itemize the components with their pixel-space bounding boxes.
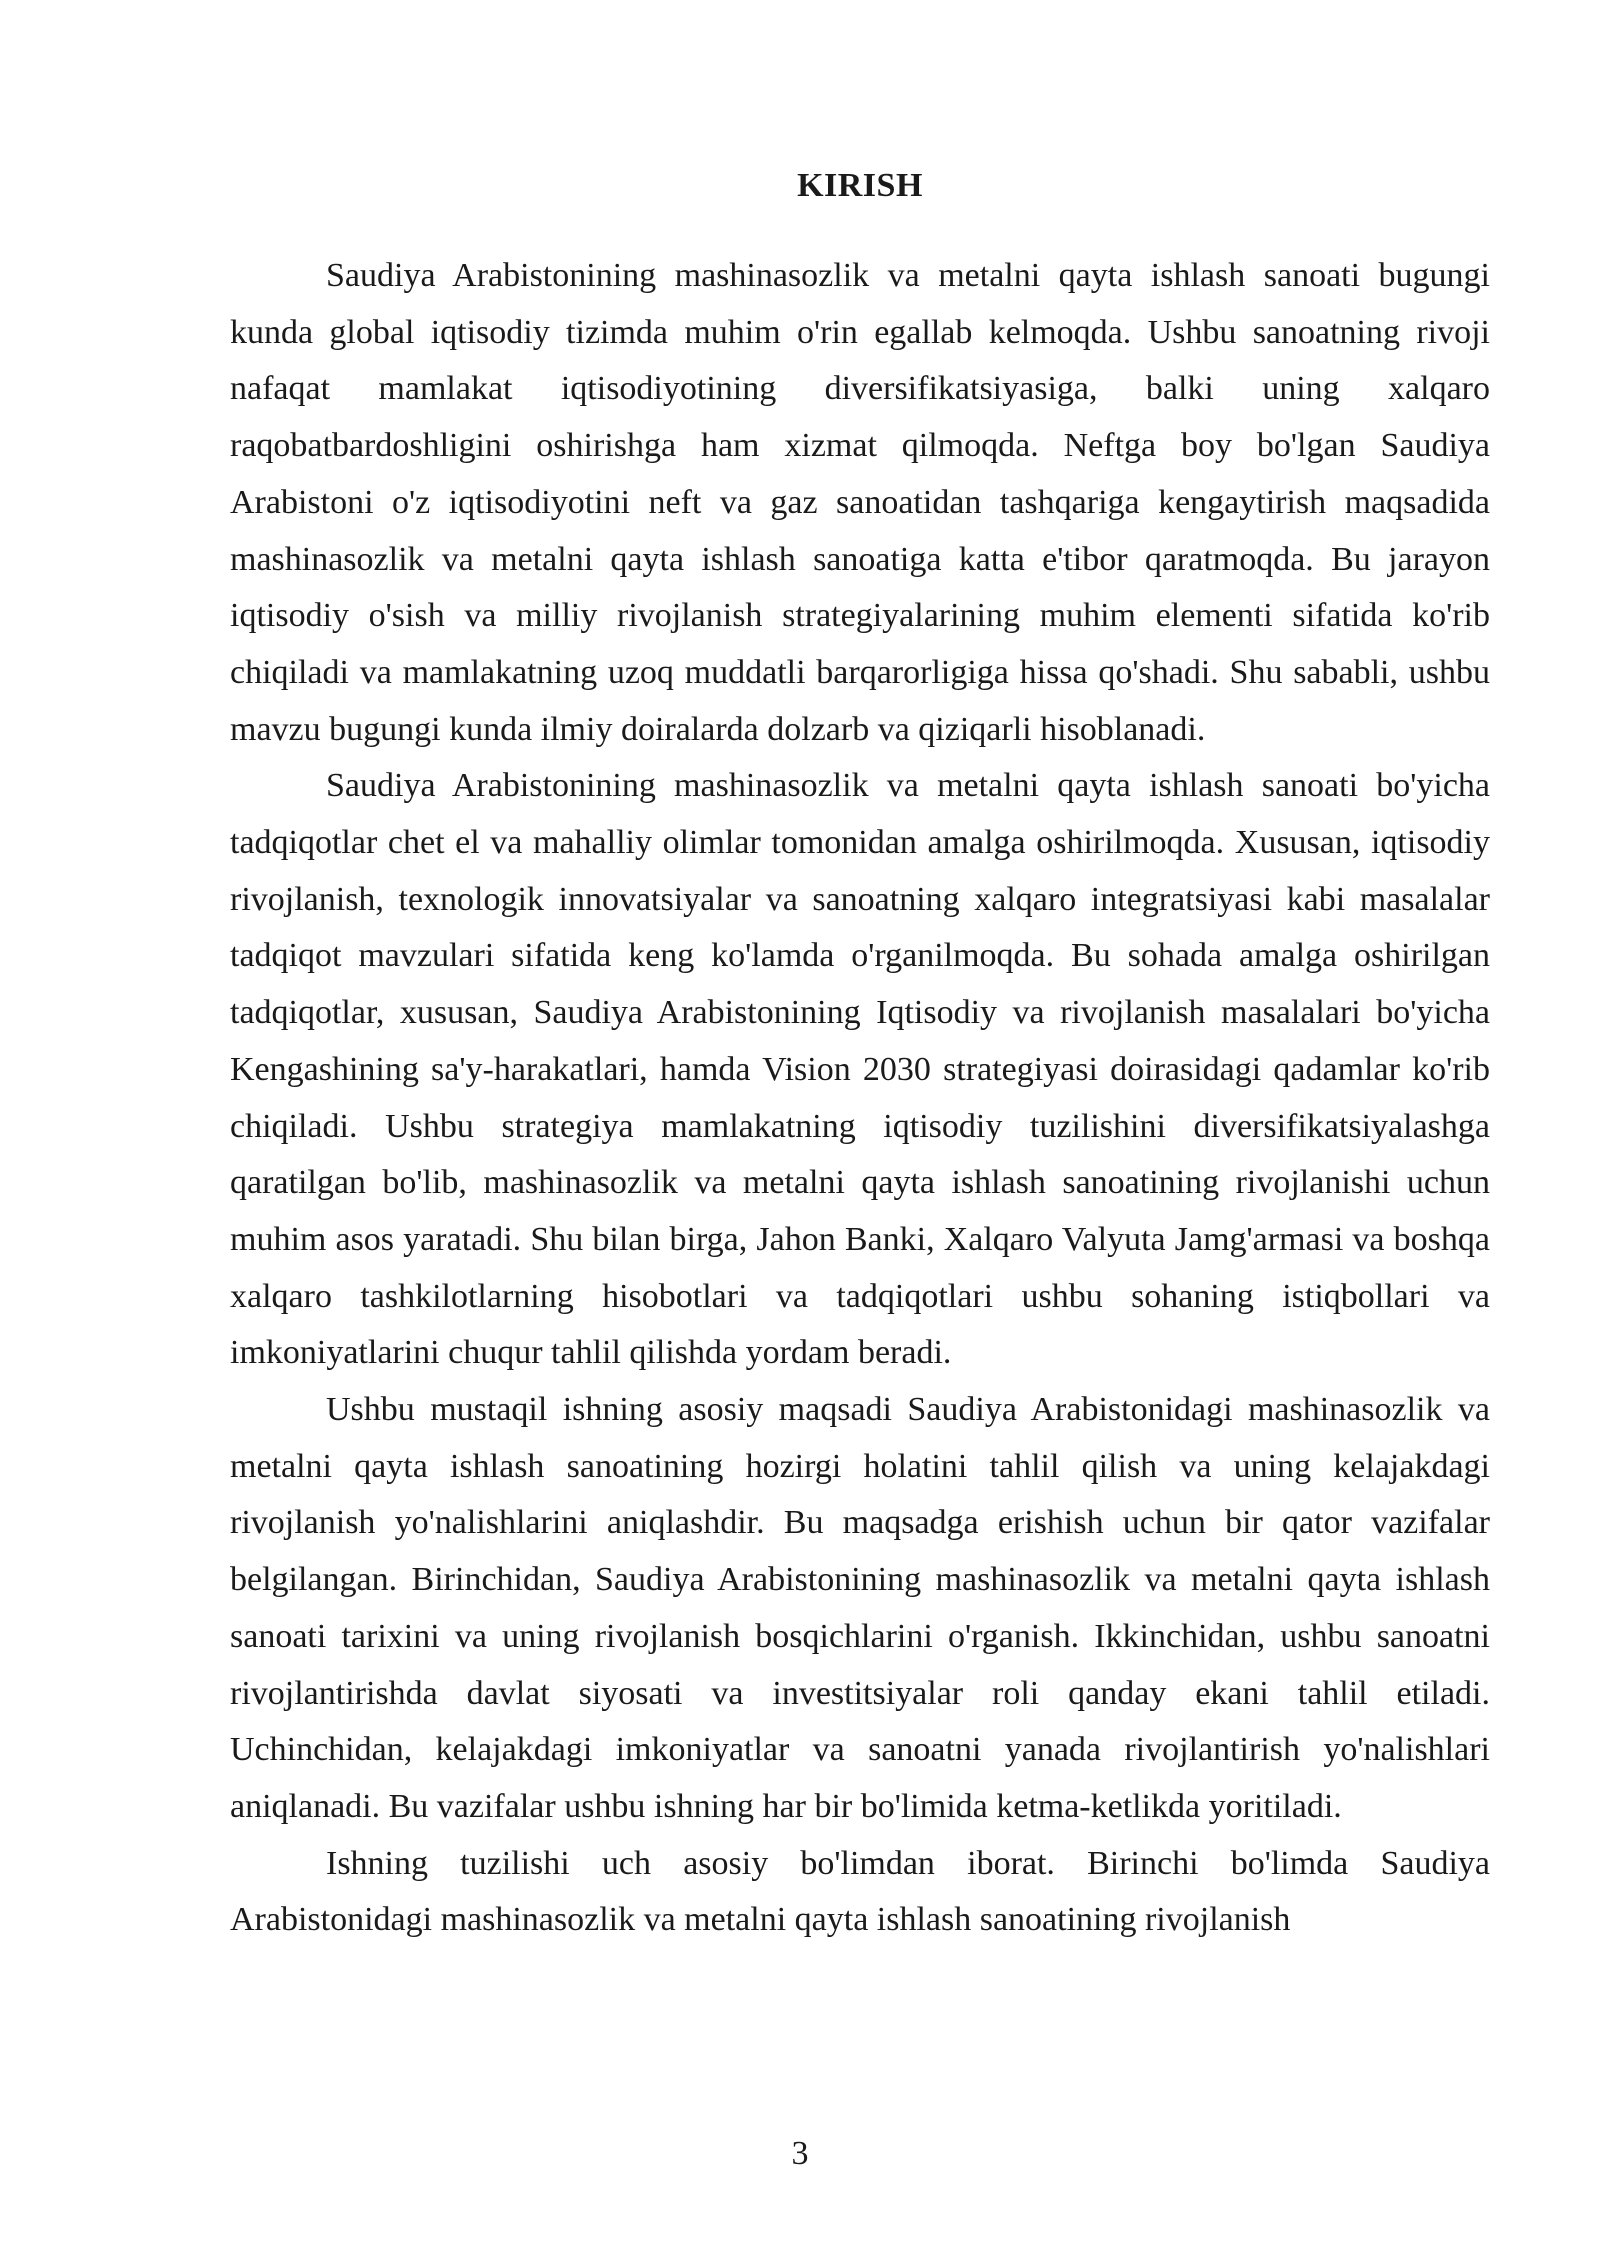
paragraph-1: Saudiya Arabistonining mashinasozlik va metalni qayta ishlash sanoati bugungi kunda global iqtisodiy tizimda muhim o'rin egallab kelmoqda. Ushbu sanoatning rivoji nafaqat mamlakat iqtisodiyotining diversifikatsiyasiga, balki uning xalqaro raqobatbardoshligini oshirishga ham xizmat qilmoqda. Neftga boy bo'lgan Saudiya Arabistoni o'z iqtisodiyotini neft va gaz sanoatidan tashqariga kengaytirish maqsadida mashinasozlik va metalni qayta ishlash sanoatiga katta e'tibor qaratmoqda. Bu jarayon iqtisodiy o'sish va milliy rivojlanish strategiyalarining muhim elementi sifatida ko'rib chiqiladi va mamlakatning uzoq muddatli barqarorligiga hissa qo'shadi. Shu sababli, ushbu mavzu bugungi kunda ilmiy doiralarda dolzarb va qiziqarli hisoblanadi. [230,257,1490,748]
paragraph-4: Ishning tuzilishi uch asosiy bo'limdan iborat. Birinchi bo'limda Saudiya Arabistonidagi mashinasozlik va metalni qayta ishlash sanoatining rivojlanish [230,1844,1490,1939]
page-title: KIRISH [797,167,923,204]
page-number: 3 [791,2135,809,2172]
paragraph-3: Ushbu mustaqil ishning asosiy maqsadi Saudiya Arabistonidagi mashinasozlik va metalni qayta ishlash sanoatining hozirgi holatini tahlil qilish va uning kelajakdagi rivojlanish yo'nalishlarini aniqlashdir. Bu maqsadga erishish uchun bir qator vazifalar belgilangan. Birinchidan, Saudiya Arabistonining mashinasozlik va metalni qayta ishlash sanoati tarixini va uning rivojlanish bosqichlarini o'rganish. Ikkinchidan, ushbu sanoatni rivojlantirishda davlat siyosati va investitsiyalar roli qanday ekani tahlil etiladi. Uchinchidan, kelajakdagi imkoniyatlar va sanoatni yanada rivojlantirish yo'nalishlari aniqlanadi. Bu vazifalar ushbu ishning har bir bo'limida ketma-ketlikda yoritiladi. [230,1391,1490,1825]
paragraph-2: Saudiya Arabistonining mashinasozlik va metalni qayta ishlash sanoati bo'yicha tadqiqotlar chet el va mahalliy olimlar tomonidan amalga oshirilmoqda. Xususan, iqtisodiy rivojlanish, texnologik innovatsiyalar va sanoatning xalqaro integratsiyasi kabi masalalar tadqiqot mavzulari sifatida keng ko'lamda o'rganilmoqda. Bu sohada amalga oshirilgan tadqiqotlar, xususan, Saudiya Arabistonining Iqtisodiy va rivojlanish masalalari bo'yicha Kengashining sa'y-harakatlari, hamda Vision 2030 strategiyasi doirasidagi qadamlar ko'rib chiqiladi. Ushbu strategiya mamlakatning iqtisodiy tuzilishini diversifikatsiyalashga qaratilgan bo'lib, mashinasozlik va metalni qayta ishlash sanoatining rivojlanishi uchun muhim asos yaratadi. Shu bilan birga, Jahon Banki, Xalqaro Valyuta Jamg'armasi va boshqa xalqaro tashkilotlarning hisobotlari va tadqiqotlari ushbu sohaning istiqbollari va imkoniyatlarini chuqur tahlil qilishda yordam beradi. [230,767,1490,1372]
document-body [230,248,1490,1949]
